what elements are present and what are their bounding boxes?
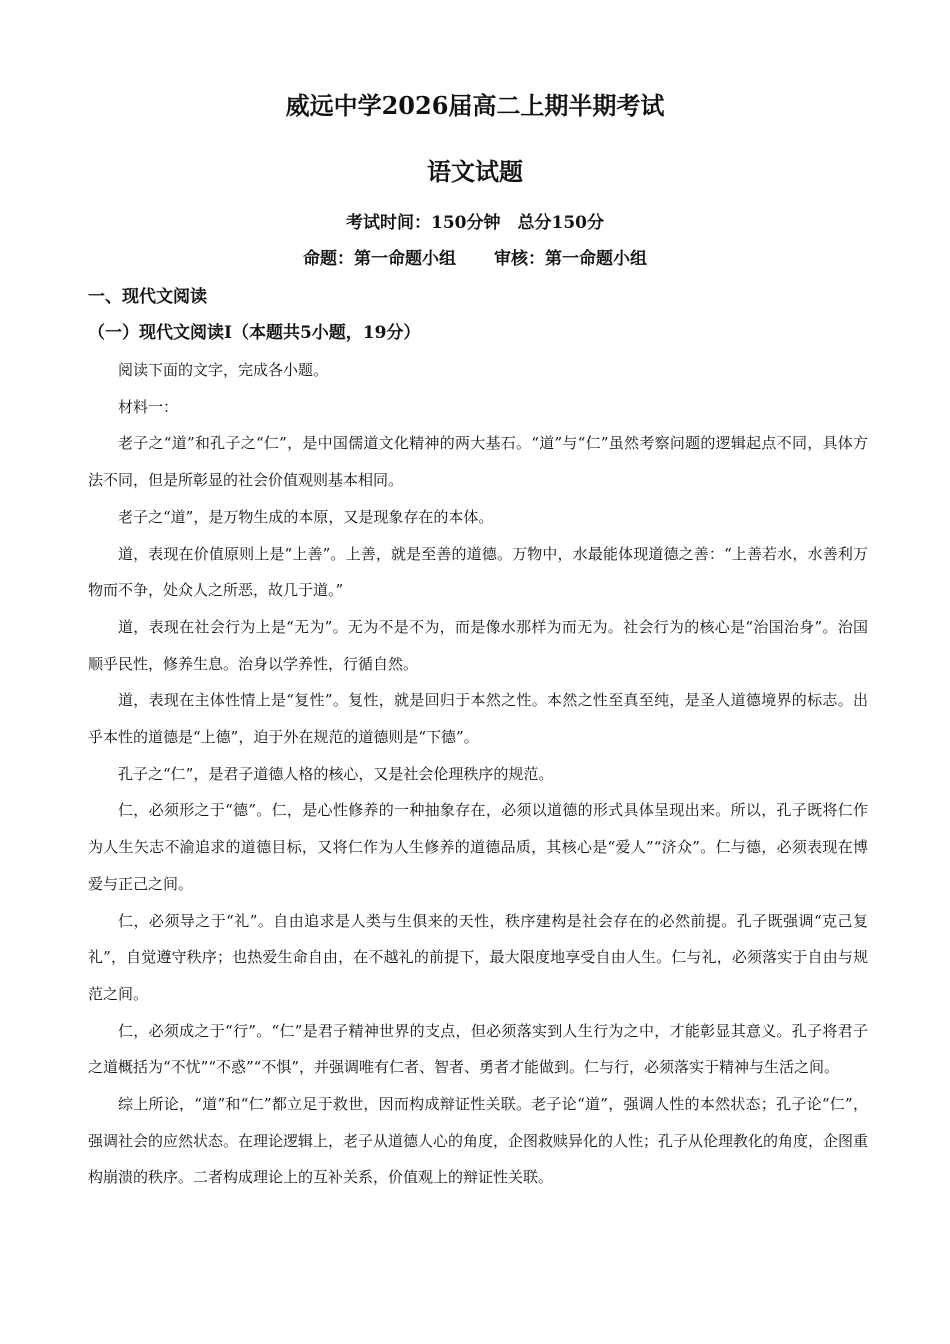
proposer-text: 命题：第一命题小组 — [303, 249, 456, 269]
passage-paragraph: 道，表现在主体性情上是“复性”。复性，就是回归于本然之性。本然之性至真至纯，是圣人道德境界的标志。出乎本性的道德是“上德”，迫于外在规范的道德则是“下德”。 — [88, 691, 868, 747]
exam-authors — [0, 244, 950, 269]
reading-passage — [88, 352, 868, 1196]
exam-subtitle: 语文试题 — [427, 157, 523, 186]
subsection-heading: （一）现代文阅读Ⅰ（本题共5小题，19分） — [88, 323, 421, 343]
passage-paragraph: 道，表现在社会行为上是“无为”。无为不是不为，而是像水那样为而无为。社会行为的核心是“治国治身”。治国顺乎民性，修养生息。治身以学养性，行循自然。 — [88, 617, 868, 673]
exam-time-info: 考试时间：150分钟 总分150分 — [346, 213, 604, 233]
passage-paragraph: 综上所论，“道”和“仁”都立足于救世，因而构成辩证性关联。老子论“道”，强调人性的本然状态；孔子论“仁”，强调社会的应然状态。在理论逻辑上，老子从道德人心的角度，企图救赎异化的人性；孔子从伦理教化的角度，企图重构崩溃的秩序。二者构成理论上的互补关系，价值观上的辩证性关联。 — [88, 1095, 869, 1187]
passage-paragraph: 仁，必须导之于“礼”。自由追求是人类与生俱来的天性，秩序建构是社会存在的必然前提。孔子既强调“克己复礼”，自觉遵守秩序；也热爱生命自由，在不越礼的前提下，最大限度地享受自由人生。仁与礼，必须落实于自由与规范之间。 — [88, 911, 868, 1003]
passage-paragraph: 仁，必须成之于“行”。“仁”是君子精神世界的支点，但必须落实到人生行为之中，才能彰显其意义。孔子将君子之道概括为“不忧”“不惑”“不惧”，并强调唯有仁者、智者、勇者才能做到。仁与行，必须落实于精神与生活之间。 — [88, 1021, 868, 1077]
passage-paragraph: 老子之“道”，是万物生成的本原，又是现象存在的本体。 — [118, 507, 494, 526]
passage-paragraph: 仁，必须形之于“德”。仁，是心性修养的一种抽象存在，必须以道德的形式具体呈现出来。所以，孔子既将仁作为人生矢志不渝追求的道德目标，又将仁作为人生修养的道德品质，其核心是“爱人”“济众”。仁与德，必须表现在博爱与正己之间。 — [88, 801, 868, 893]
section-heading: 一、现代文阅读 — [88, 287, 207, 307]
passage-paragraph: 道，表现在价值原则上是“上善”。上善，就是至善的道德。万物中，水最能体现道德之善：“上善若水，水善利万物而不争，处众人之所恶，故几于道。” — [88, 544, 868, 600]
exam-title: 威远中学2026届高二上期半期考试 — [285, 91, 665, 120]
reviewer-text: 审核：第一命题小组 — [494, 249, 647, 269]
material-label: 材料一： — [118, 397, 179, 416]
passage-paragraph: 老子之“道”和孔子之“仁”，是中国儒道文化精神的两大基石。“道”与“仁”虽然考察问题的逻辑起点不同，具体方法不同，但是所彰显的社会价值观则基本相同。 — [88, 434, 868, 490]
instruction-text: 阅读下面的文字，完成各小题。 — [118, 361, 329, 379]
passage-paragraph: 孔子之“仁”，是君子道德人格的核心，又是社会伦理秩序的规范。 — [118, 764, 554, 783]
